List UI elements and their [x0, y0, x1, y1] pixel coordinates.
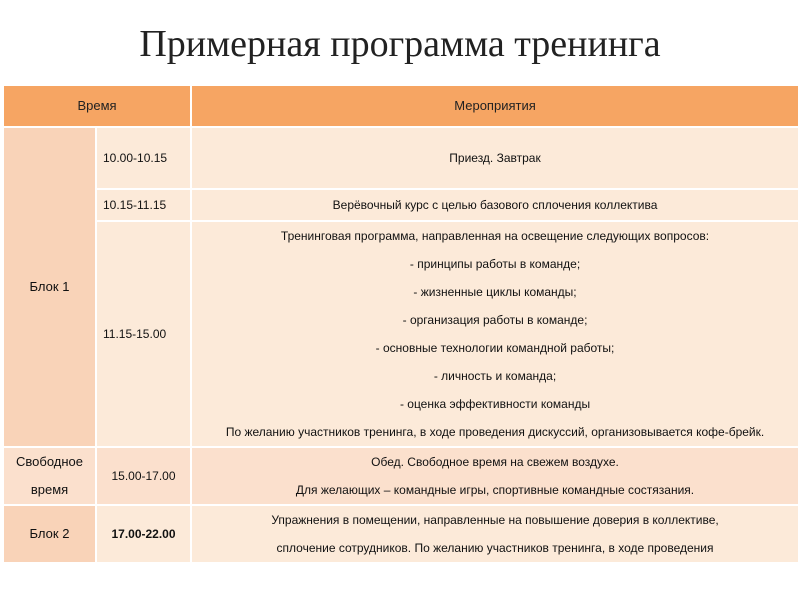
block2-activity — [191, 505, 799, 563]
table-row — [3, 127, 799, 189]
activity-line: - личность и команда; — [433, 369, 557, 383]
header-time: Время — [3, 85, 191, 127]
table-row — [3, 447, 799, 505]
activity-line: сплочение сотрудников. По желанию участников тренинга, в ходе проведения — [276, 541, 714, 555]
activity-line: Тренинговая программа, направленная на освещение следующих вопросов: — [280, 229, 710, 243]
free-time: 15.00-17.00 — [96, 447, 191, 505]
free-label: Свободное время — [3, 447, 96, 505]
table-header-row — [3, 85, 799, 127]
activity-line: - принципы работы в команде; — [409, 257, 581, 271]
header-activities: Мероприятия — [191, 85, 799, 127]
table-row — [3, 221, 799, 447]
activity-line: - основные технологии командной работы; — [375, 341, 615, 355]
activity-line: - организация работы в команде; — [402, 313, 588, 327]
block2-time: 17.00-22.00 — [96, 505, 191, 563]
block1-label: Блок 1 — [3, 127, 96, 447]
activity-line: Для желающих – командные игры, спортивные командные состязания. — [295, 483, 695, 497]
activity-line: Обед. Свободное время на свежем воздухе. — [371, 455, 619, 469]
block1-row2-time: 10.15-11.15 — [96, 189, 191, 221]
block1-row1-activity: Приезд. Завтрак — [191, 127, 799, 189]
table-row — [3, 189, 799, 221]
activity-line: - оценка эффективности команды — [399, 397, 591, 411]
activity-line: Упражнения в помещении, направленные на повышение доверия в коллективе, — [271, 513, 719, 527]
activity-line: По желанию участников тренинга, в ходе проведения дискуссий, организовывается кофе-брейк. — [225, 425, 765, 439]
block1-row3-activity — [191, 221, 799, 447]
block1-row2-activity: Верёвочный курс с целью базового сплочения коллектива — [191, 189, 799, 221]
block1-row1-time: 10.00-10.15 — [96, 127, 191, 189]
free-activity — [191, 447, 799, 505]
page-title: Примерная программа тренинга — [139, 23, 661, 65]
block1-row3-time: 11.15-15.00 — [96, 221, 191, 447]
block2-label: Блок 2 — [3, 505, 96, 563]
program-table — [2, 84, 800, 564]
activity-line: - жизненные циклы команды; — [413, 285, 577, 299]
table-row — [3, 505, 799, 563]
